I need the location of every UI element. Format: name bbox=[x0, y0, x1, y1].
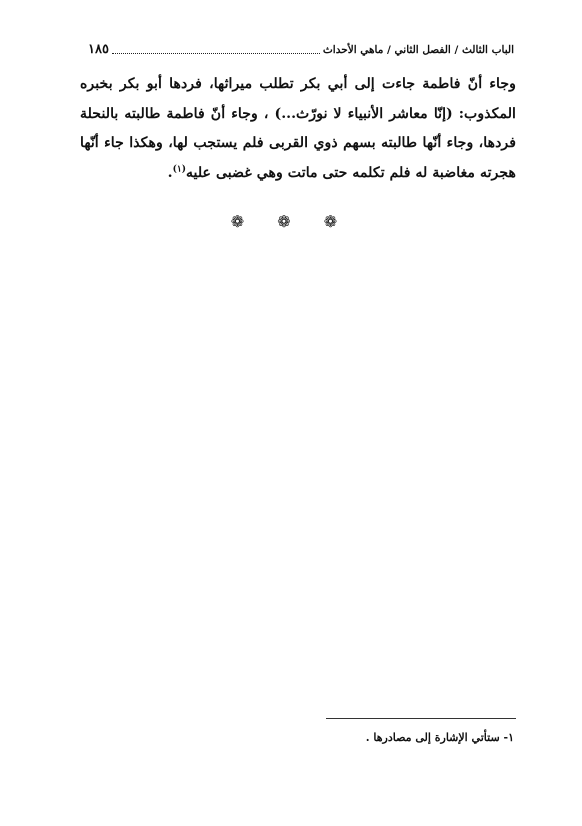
main-text bbox=[80, 70, 516, 188]
paragraph-end: . bbox=[167, 164, 173, 181]
header-dot-leader bbox=[112, 53, 320, 54]
footnote-separator bbox=[326, 718, 516, 719]
page-number: ١٨٥ bbox=[88, 42, 109, 57]
section-ornament: ❁ ❁ ❁ bbox=[230, 212, 352, 231]
running-header bbox=[88, 37, 514, 57]
body-paragraph bbox=[80, 70, 516, 188]
paragraph-text: وجاء أنّ فاطمة جاءت إلى أبي بكر تطلب ميراثها، فردها أبو بكر بخبره المكذوب: (إنّا معاشر الأنبياء لا نورّث...) ، وجاء أنّ فاطمة طالبته بالنحلة فردها، وجاء أنّها طالبته بسهم ذوي القربى فلم يستجب لها، وهكذا جاء أنّها هجرته مغاضبة له فلم تكلمه حتى ماتت وهي غضبى عليه bbox=[80, 76, 516, 181]
footnote: ١- ستأتي الإشارة إلى مصادرها . bbox=[365, 731, 514, 744]
footnote-reference: (١) bbox=[172, 163, 186, 174]
header-title: الباب الثالث / الفصل الثاني / ماهي الأحداث bbox=[322, 44, 514, 56]
